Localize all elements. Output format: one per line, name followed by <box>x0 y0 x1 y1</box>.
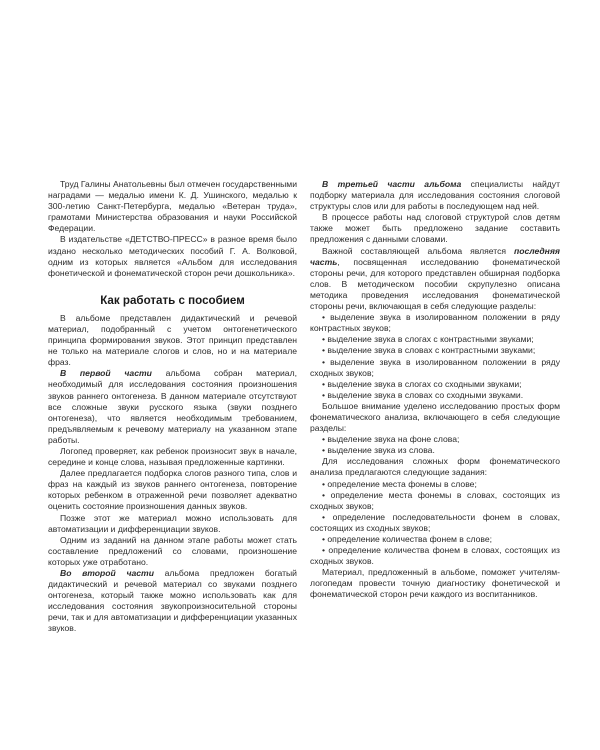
paragraph-syllable-structure: В процессе работы над слоговой структурой слов детям также может быть предложено задание составить предложения с данными словами. <box>310 212 560 245</box>
list-item: • выделение звука из слова. <box>322 445 435 456</box>
paragraph-publisher: В издательстве «ДЕТСТВО-ПРЕСС» в разное время было издано несколько методических пособий Г. А. Волковой, одним из которых является «Альбом для исследования фонетической и фонематической сторон речи дошкольника». <box>48 234 297 278</box>
list-item: • выделение звука в изолированном положении в ряду контрастных звуков; <box>310 312 560 334</box>
list-item: • определение количества фонем в слове; <box>322 534 493 544</box>
lead-second-part: Во второй части <box>60 568 154 578</box>
list-item: • выделение звука в словах со сходными звуками. <box>322 389 524 400</box>
lead-third-part: В третьей части альбома <box>322 179 462 189</box>
paragraph-third-part: В третьей части альбома специалисты найдут подборку материала для исследования состояния слоговой структуры слов или для работы в последующем над ней. <box>310 179 561 212</box>
section-heading: Как работать с пособием <box>100 293 245 307</box>
list-item: • определение места фонемы в словах, состоящих из сходных звуков; <box>310 489 560 511</box>
paragraph-awards: Труд Галины Анатольевны был отмечен государственными наградами — медалью имени К. Д. Ушинского, медалью к 300-летию Санкт-Петербурга, медалью «Ветеран труда», грамотами Министерства образования и науки Российской Федерации. <box>48 179 297 234</box>
lead-first-part: В первой части <box>60 368 152 379</box>
paragraph-first-part: В первой части альбома собран материал, необходимый для исследования состояния произношения звуков раннего онтогенеза. В данном материале отсутствуют все сложные звуки русского языка (звуки позднего онтогенеза), что является необходимым требованием, предъявляемым к речевому материалу на указанном этапе работы. <box>48 368 297 445</box>
paragraph-second-part: Во второй части альбома предложен богатый дидактический и речевой материал со звуками позднего онтогенеза, который также можно использовать как для исследования состояния звукопроизносительной стороны речи, так и для автоматизации и дифференциации указанных звуков. <box>48 568 297 634</box>
emphasis-last-part: последняя часть <box>310 245 560 267</box>
list-item: • выделение звука в изолированном положении в ряду сходных звуков; <box>310 356 560 378</box>
right-column <box>310 179 560 601</box>
list-item: • выделение звука на фоне слова; <box>322 434 460 445</box>
paragraph-logoped-check: Логопед проверяет, как ребенок произносит звук в начале, середине и конце слова, называя предложенные картинки. <box>48 445 297 468</box>
paragraph-last-part: Важной составляющей альбома является последняя часть, посвященная исследованию фонематической стороны речи, для которого представлен обширная подборка слов. В методическом пособии скрупулезно описана методика проведения исследования фонематической стороны речи, включающая в себя следующие разделы: <box>310 245 560 312</box>
list-item: • определение места фонемы в слове; <box>322 478 477 489</box>
list-item: • определение количества фонем в словах, состоящих из сходных звуков. <box>310 545 560 567</box>
list-item: • выделение звука в слогах со сходными звуками; <box>322 378 522 389</box>
paragraph-simple-analysis: Большое внимание уделено исследованию простых форм фонематического анализа, включающего в себя следующие разделы: <box>310 400 560 434</box>
list-item: • выделение звука в слогах с контрастными звуками; <box>322 334 534 345</box>
list-item: • определение последовательности фонем в словах, состоящих из сходных звуков; <box>310 511 560 533</box>
paragraph-intro: В альбоме представлен дидактический и речевой материал, подобранный с учетом онтогенетического принципа формирования звуков. Этот принцип представлен не только на материале слогов и слов, но и на материале фраз. <box>48 312 297 368</box>
paragraph-sentences: Одним из заданий на данном этапе работы может стать составление предложений со словами, произношение которых уже отработано. <box>48 534 297 567</box>
paragraph-syllables: Далее предлагается подборка слогов разного типа, слов и фраз на каждый из звуков раннего онтогенеза, повторение которых ребенком в отраженной речи позволяет адекватно оценить состояние произношения данных звуков. <box>48 468 297 512</box>
paragraph-automation: Позже этот же материал можно использовать для автоматизации и дифференциации звуков. <box>48 512 297 534</box>
paragraph-complex-analysis: Для исследования сложных форм фонематического анализа предлагаются следующие задания: <box>310 456 560 478</box>
left-column <box>48 179 297 635</box>
paragraph-conclusion: Материал, предложенный в альбоме, поможет учителям-логопедам провести точную диагностику фонетической и фонематической сторон речи каждого из воспитанников. <box>310 567 560 600</box>
list-item: • выделение звука в словах с контрастными звуками; <box>322 345 536 356</box>
